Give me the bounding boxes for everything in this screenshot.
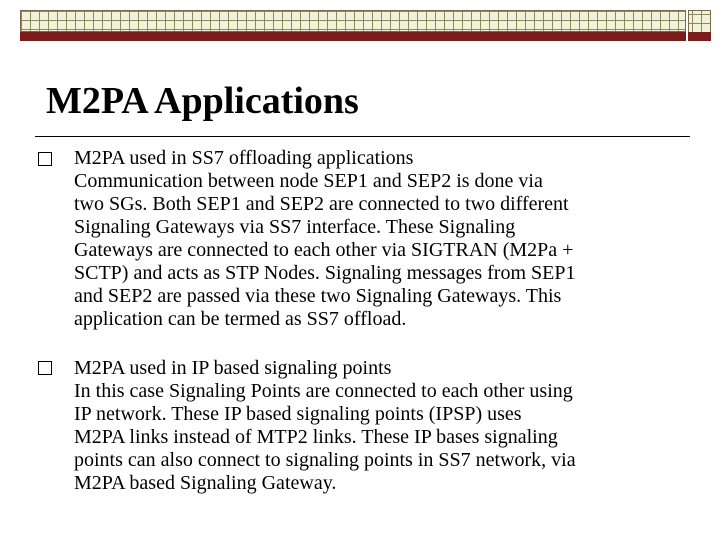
bullet-line: and SEP2 are passed via these two Signaling Gateways. This bbox=[74, 285, 562, 307]
bullet-line: Gateways are connected to each other via SIGTRAN (M2Pa + bbox=[74, 239, 574, 261]
bullet-line: points can also connect to signaling points in SS7 network, via bbox=[74, 449, 576, 471]
bullet-item-ip-signaling bbox=[74, 357, 700, 495]
header-grid-bar bbox=[20, 10, 686, 32]
slide-title: M2PA Applications bbox=[46, 80, 359, 122]
bullet-line: M2PA links instead of MTP2 links. These IP bases signaling bbox=[74, 426, 558, 448]
bullet-line: application can be termed as SS7 offload. bbox=[74, 308, 407, 330]
bullet-line: In this case Signaling Points are connected to each other using bbox=[74, 380, 573, 402]
square-bullet-icon bbox=[38, 152, 52, 166]
bullet-line: M2PA used in SS7 offloading applications bbox=[74, 147, 414, 169]
bullet-line: Communication between node SEP1 and SEP2 is done via bbox=[74, 170, 543, 192]
header-corner-band bbox=[688, 32, 711, 41]
bullet-line: M2PA used in IP based signaling points bbox=[74, 357, 392, 379]
title-divider bbox=[35, 136, 690, 137]
bullet-line: Signaling Gateways via SS7 interface. These Signaling bbox=[74, 216, 516, 238]
bullet-item-ss7-offload bbox=[74, 147, 700, 331]
square-bullet-icon bbox=[38, 361, 52, 375]
bullet-line: SCTP) and acts as STP Nodes. Signaling messages from SEP1 bbox=[74, 262, 576, 284]
header-red-band bbox=[20, 32, 686, 41]
bullet-line: two SGs. Both SEP1 and SEP2 are connected to two different bbox=[74, 193, 569, 215]
bullet-line: IP network. These IP based signaling points (IPSP) uses bbox=[74, 403, 522, 425]
bullet-line: M2PA based Signaling Gateway. bbox=[74, 472, 337, 494]
